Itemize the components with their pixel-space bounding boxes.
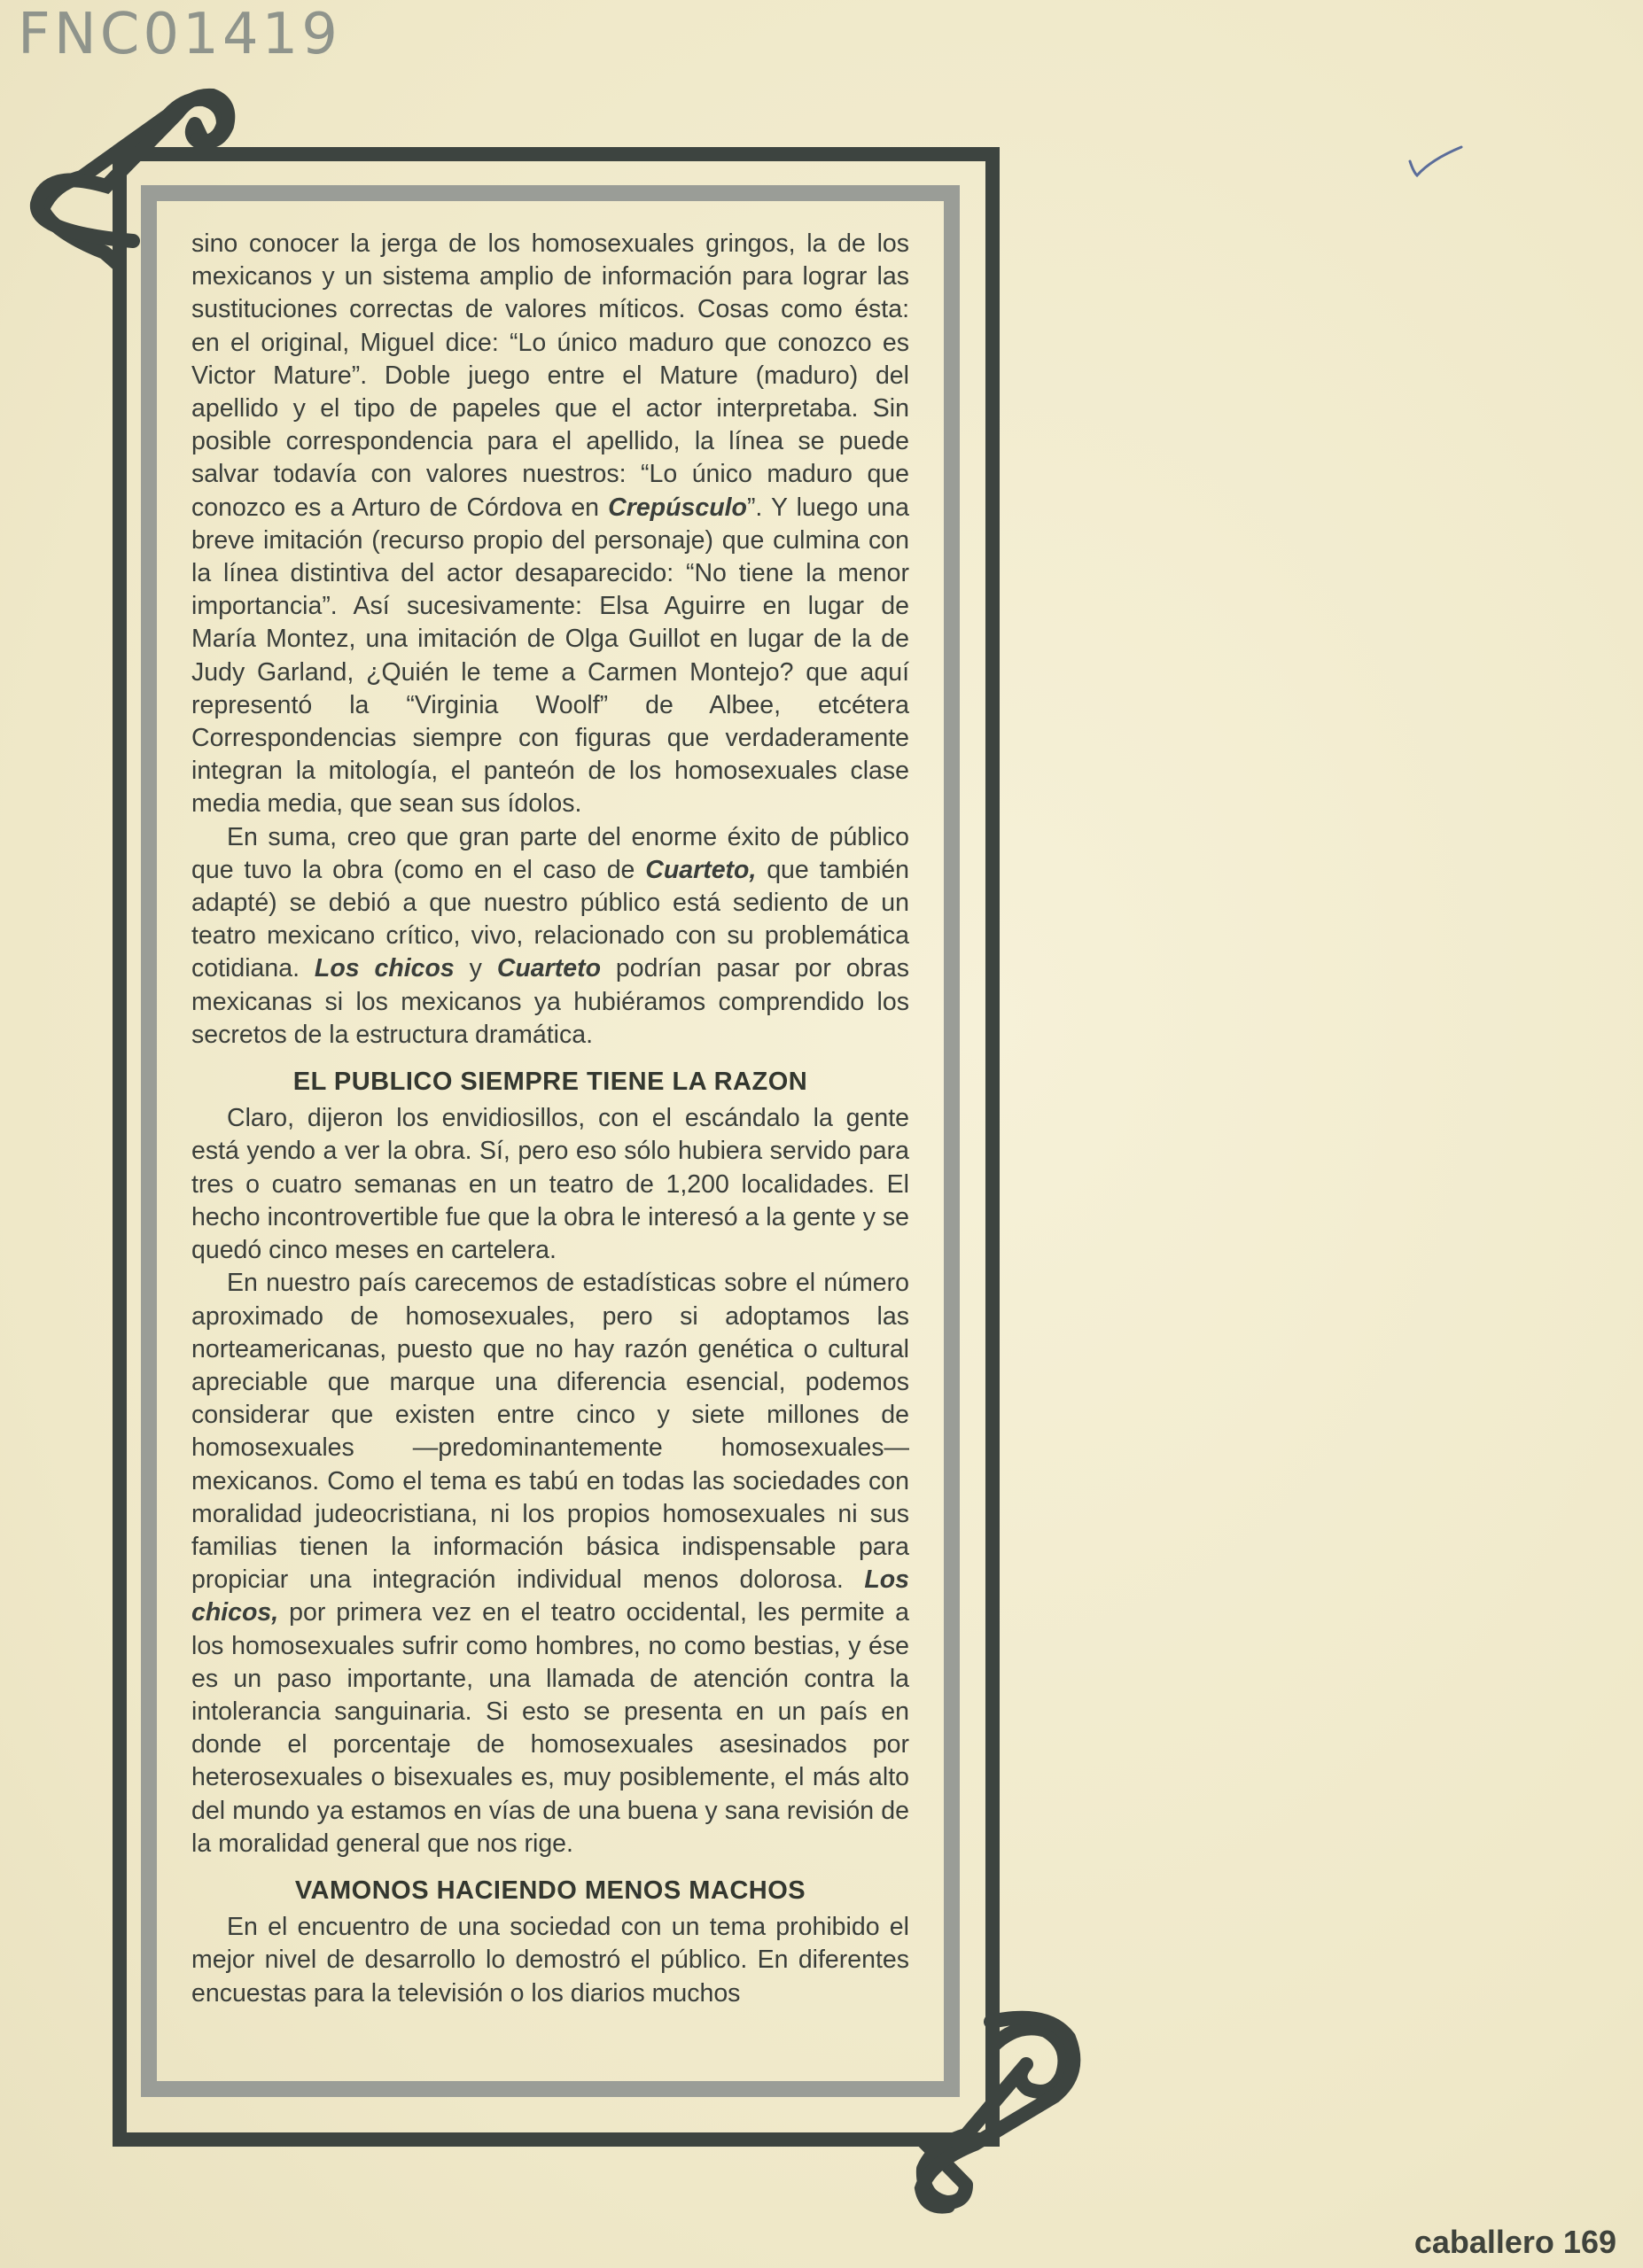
section-heading: EL PUBLICO SIEMPRE TIENE LA RAZON — [292, 1068, 808, 1097]
article-paragraph: Claro, dijeron los envidiosillos, con el escándalo la gente está yendo a ver la obra. Sí, pero eso sólo hubiera servido para tres o cuatro semanas en un teatro de 1,200 localidades. El hecho incontrovertible fue que la obra le interesó a la gente y se quedó cinco meses en cartelera. — [191, 1104, 909, 1265]
section-heading: VAMONOS HACIENDO MENOS MACHOS — [294, 1876, 806, 1905]
archive-code: FNC01419 — [18, 2, 341, 67]
emphasis-title: Los chicos — [314, 954, 455, 983]
article-paragraph: En nuestro país carecemos de estadísticas sobre el número aproximado de homosexuales, pero si adoptamos las norteamericanas, puesto que no hay razón genética o cultural apreciable que marque una diferencia esencial, podemos considerar que existen entre cinco y siete millones de homosexuales —predominantemente homosexuales— mexicanos. Como el tema es tabú en todas las sociedades con moralidad judeocristiana, ni los propios homosexuales ni sus familias tienen la información básica indispensable para propiciar una integración individual menos dolorosa. Los chicos, por primera vez en el teatro occidental, les permite a los homosexuales sufrir como hombres, no como bestias, y ése es un paso importante, una llamada de atención contra la intolerancia sanguinaria. Si esto se presenta en un país en donde el porcentaje de homosexuales asesinados por heterosexuales o bisexuales es, muy posiblemente, el más alto del mundo ya estamos en vías de una buena y sana revisión de la moralidad general que nos rige. — [191, 1269, 909, 1858]
article-paragraph: sino conocer la jerga de los homosexuales gringos, la de los mexicanos y un sistema amplio de información para lograr las sustituciones correctas de valores míticos. Cosas como ésta: en el original, Miguel dice: “Lo único maduro que conozco es Victor Mature”. Doble juego entre el Mature (maduro) del apellido y el tipo de papeles que el actor interpretaba. Sin posible correspondencia para el apellido, la línea se puede salvar todavía con valores nuestros: “Lo único maduro que conozco es a Arturo de Córdova en Crepúsculo”. Y luego una breve imitación (recurso propio del personaje) que culmina con la línea distintiva del actor desaparecido: “No tiene la menor importancia”. Así sucesivamente: Elsa Aguirre en lugar de María Montez, una imitación de Olga Guillot en lugar de la de Judy Garland, ¿Quién le teme a Carmen Montejo? que aquí representó la “Virginia Woolf” de Albee, etcétera Correspondencias siempre con figuras que verdaderamente integran la mitología, el panteón de los homosexuales clase media media, que sean sus ídolos. — [191, 229, 909, 819]
emphasis-title: Cuarteto — [496, 954, 601, 983]
emphasis-title: Cuarteto, — [645, 855, 757, 884]
emphasis-title: Los chicos, — [191, 1565, 909, 1627]
article-paragraph: En el encuentro de una sociedad con un tema prohibido el mejor nivel de desarrollo lo demostró el público. En diferentes encuestas para la televisión o los diarios muchos — [191, 1913, 909, 2008]
frame-curl-top-left — [37, 96, 228, 241]
article-text-column — [191, 228, 909, 2053]
page-footer-label: caballero 169 — [1413, 2224, 1616, 2260]
article-paragraph: En suma, creo que gran parte del enorme éxito de público que tuvo la obra (como en el caso de Cuarteto, que también adapté) se debió a que nuestro público está sediento de un teatro mexicano crítico, vivo, relacionado con su problemática cotidiana. Los chicos y Cuarteto podrían pasar por obras mexicanas si los mexicanos ya hubiéramos comprendido los secretos de la estructura dramática. — [191, 822, 910, 1049]
emphasis-title: Crepúsculo — [608, 493, 747, 522]
check-mark-icon — [1405, 142, 1467, 186]
